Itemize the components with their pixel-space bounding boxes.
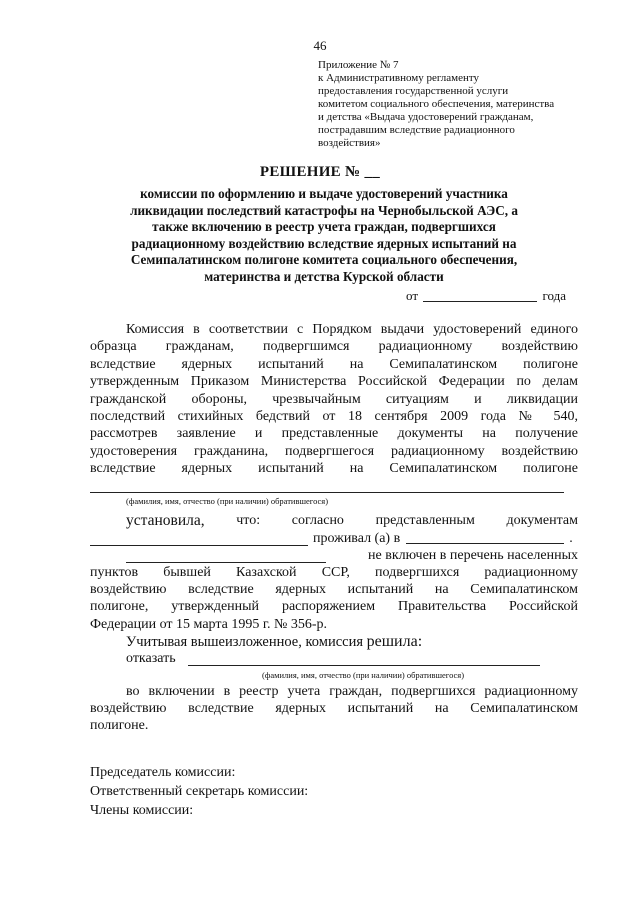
date-line: [406, 288, 566, 304]
signature-secretary: Ответственный секретарь комиссии:: [90, 784, 309, 799]
subtitle-line: также включению в реестр учета граждан, подвергшихся: [152, 219, 496, 235]
established-word: представленным: [375, 513, 475, 528]
applicant-name-line-2: [188, 665, 540, 666]
paragraph-line: последствий стихийных бедствий от 18 сентября 2009 года № 540,: [90, 409, 578, 425]
paragraph-line: гражданской обороны, чрезвычайным ситуациям и ликвидации: [90, 391, 578, 407]
appendix-line: и детства «Выдача удостоверений гражданам,: [318, 111, 534, 123]
established-line: [126, 512, 578, 529]
paragraph-line: полигоне, утвержденный распоряжением Правительства Российской: [90, 599, 578, 615]
resided-label: проживал (а) в: [313, 531, 401, 546]
applicant-name-caption-2: (фамилия, имя, отчество (при наличии) обратившегося): [262, 670, 465, 680]
paragraph-settlement: [90, 564, 578, 633]
decision-intro: [126, 633, 422, 651]
subtitle-line: Семипалатинском полигоне комитета социального обеспечения,: [130, 252, 518, 268]
paragraph-line: воздействию вследствие ядерных испытаний на Семипалатинском: [90, 701, 578, 717]
paragraph-commission: [90, 321, 578, 478]
paragraph-line: утвержденным Приказом Министерства Российской Федерации по делам: [90, 374, 578, 390]
subtitle-line: ликвидации последствий катастрофы на Чернобыльской АЭС, а: [130, 202, 518, 218]
paragraph-line: образца гражданам, подвергшимся радиационному воздействию: [90, 339, 578, 355]
paragraph-line: рассмотрев заявление и представленные документы на получение: [90, 426, 578, 442]
paragraph-line: удостоверения гражданина, подвергшегося радиационному воздействию: [90, 443, 578, 459]
subtitle-line: комиссии по оформлению и выдаче удостоверений участника: [140, 186, 508, 201]
subtitle-line: радиационному воздействию вследствие ядерных испытаний на: [131, 235, 517, 251]
date-suffix: года: [542, 288, 567, 303]
page-number: 46: [313, 38, 327, 53]
paragraph-line: Комиссия в соответствии с Порядком выдачи удостоверений единого: [126, 322, 578, 337]
appendix-line: Приложение № 7: [318, 59, 399, 71]
resided-line: [313, 530, 573, 547]
decision-subtitle: [96, 186, 552, 286]
settlement-blank: [126, 562, 326, 563]
established-word: документам: [506, 513, 578, 528]
paragraph-line: воздействию вследствие ядерных испытаний на Семипалатинском: [90, 582, 578, 598]
decision-intro-verb: решила:: [366, 633, 423, 650]
paragraph-final: [90, 683, 578, 735]
appendix-line: комитетом социального обеспечения, материнства: [318, 98, 555, 110]
subtitle-line: материнства и детства Курской области: [204, 268, 444, 284]
date-blank: [423, 301, 537, 302]
applicant-name-caption-1: (фамилия, имя, отчество (при наличии) обратившегося): [126, 496, 329, 506]
resided-end: .: [569, 531, 573, 546]
not-included-text: не включен в перечень населенных: [368, 548, 578, 563]
appendix-line: предоставления государственной услуги: [318, 85, 509, 97]
paragraph-line: Федерации от 15 марта 1995 г. № 356-р.: [90, 616, 328, 632]
refuse-label: отказать: [126, 651, 176, 666]
paragraph-line: во включении в реестр учета граждан, подвергшихся радиационному: [126, 684, 578, 699]
appendix-block: [318, 59, 588, 150]
decision-title: РЕШЕНИЕ № __: [259, 164, 381, 180]
refuse-line: [126, 650, 176, 667]
paragraph-line: вследствие ядерных испытаний на Семипалатинском полигоне: [90, 461, 578, 477]
appendix-line: к Административному регламенту: [318, 72, 480, 84]
date-prefix: от: [406, 288, 419, 303]
established-word: согласно: [291, 513, 344, 528]
paragraph-line: вследствие ядерных испытаний на Семипалатинском полигоне: [90, 356, 578, 372]
applicant-name-line-1: [90, 492, 564, 493]
established-word: установила,: [126, 512, 205, 529]
signature-chairman: Председатель комиссии:: [90, 765, 236, 780]
applicant-name-blank: [90, 545, 308, 546]
paragraph-line: пунктов бывшей Казахской ССР, подвергшихся радиационному: [90, 565, 578, 580]
paragraph-line: полигоне.: [90, 718, 149, 734]
resided-blank: [406, 543, 564, 544]
appendix-line: пострадавшим вследствие радиационного: [318, 124, 515, 136]
established-word: что:: [236, 513, 261, 528]
appendix-line: воздействия»: [318, 137, 381, 149]
decision-intro-text: Учитывая вышеизложенное, комиссия: [126, 634, 363, 650]
signature-members: Члены комиссии:: [90, 803, 194, 818]
